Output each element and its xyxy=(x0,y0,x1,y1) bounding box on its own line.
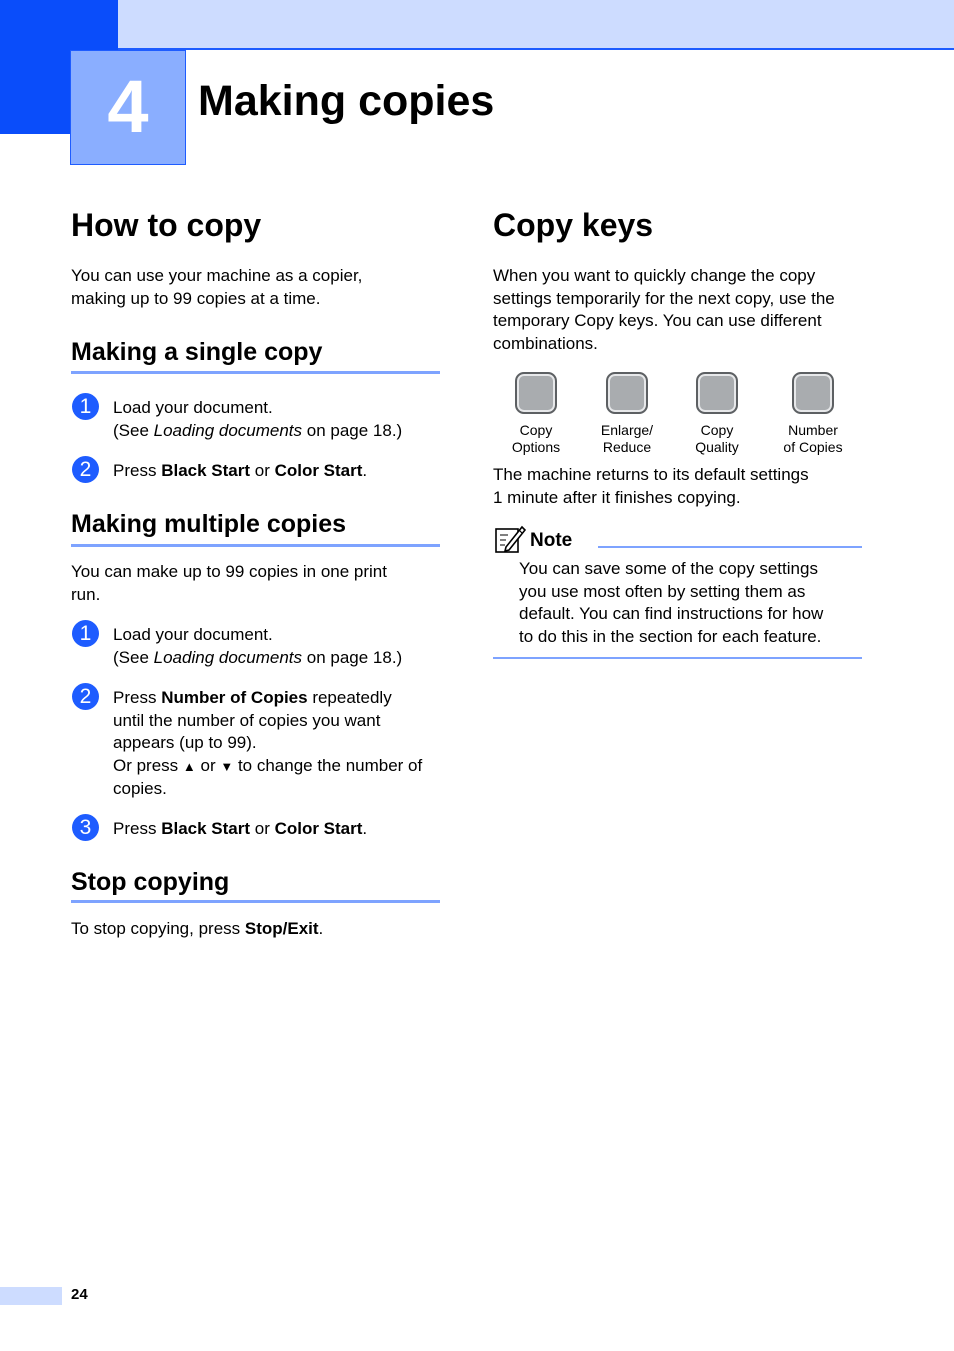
text-line: 1 minute after it finishes copying. xyxy=(493,487,741,507)
subsection-rule xyxy=(71,544,440,547)
key-label-line: Copy xyxy=(700,422,734,438)
ref-page: on page 18.) xyxy=(302,420,403,440)
intro-line: temporary Copy keys. You can use different xyxy=(493,311,822,330)
enlarge-reduce-button-icon xyxy=(606,372,648,414)
key-name-stop-exit: Stop/Exit xyxy=(244,919,319,938)
step-line: copies. xyxy=(113,779,167,798)
intro-line: settings temporarily for the next copy, use the xyxy=(493,288,835,308)
key-label xyxy=(672,422,762,456)
enlarge-reduce-key xyxy=(582,372,672,456)
note-line: you use most often by setting them as xyxy=(519,581,806,601)
step-text: Press xyxy=(113,461,162,480)
note-pencil-icon xyxy=(494,524,526,554)
ref-prefix: (See xyxy=(113,647,154,667)
note-line: to do this in the section for each feature. xyxy=(519,626,822,646)
multiple-step-1 xyxy=(113,624,402,669)
step-number-1: 1 xyxy=(72,620,99,647)
how-to-copy-intro xyxy=(71,265,362,310)
key-label-line: Options xyxy=(511,439,561,455)
key-label-line: Reduce xyxy=(602,439,652,455)
subsection-rule xyxy=(71,371,440,374)
step-text: Load your document. xyxy=(113,398,273,417)
copy-options-button-icon xyxy=(515,372,557,414)
stop-copying-text xyxy=(71,918,323,941)
step-line xyxy=(113,687,422,710)
chapter-number: 4 xyxy=(107,65,149,148)
ref-prefix: (See xyxy=(113,420,154,440)
step-text: Load your document. xyxy=(113,625,273,644)
intro-line: When you want to quickly change the copy xyxy=(493,266,816,285)
key-name-color-start: Color Start xyxy=(274,461,363,480)
footer-bar xyxy=(0,1287,62,1305)
step-line: until the number of copies you want xyxy=(113,710,381,730)
key-name-color-start: Color Start xyxy=(274,819,363,838)
number-of-copies-key xyxy=(768,372,858,456)
down-arrow-icon: ▼ xyxy=(220,758,234,774)
section-title-copy-keys: Copy keys xyxy=(493,207,654,243)
intro-line: run. xyxy=(71,584,101,604)
key-name-number-of-copies: Number of Copies xyxy=(161,688,308,707)
key-label-line: Number xyxy=(788,422,838,438)
step-text: . xyxy=(362,461,368,480)
note-line: You can save some of the copy settings xyxy=(519,559,818,578)
intro-line: You can use your machine as a copier, xyxy=(71,266,363,285)
default-settings-text xyxy=(493,464,809,509)
step-text: . xyxy=(362,819,368,838)
subsection-title-multiple-copies: Making multiple copies xyxy=(71,510,347,538)
copy-quality-button-icon xyxy=(696,372,738,414)
step-line xyxy=(113,755,422,779)
multiple-step-3 xyxy=(113,818,367,841)
multiple-step-2 xyxy=(113,687,422,801)
step-text: Press xyxy=(113,819,162,838)
key-name-black-start: Black Start xyxy=(161,461,251,480)
key-name-black-start: Black Start xyxy=(161,819,251,838)
subsection-rule xyxy=(71,900,440,903)
up-arrow-icon: ▲ xyxy=(182,758,196,774)
intro-line: making up to 99 copies at a time. xyxy=(71,288,321,308)
key-label-line: of Copies xyxy=(783,439,843,455)
note-body xyxy=(519,558,823,648)
stop-text: To stop copying, press xyxy=(71,919,245,938)
step-number-1: 1 xyxy=(72,393,99,420)
header-rule xyxy=(118,48,954,50)
step-text: or xyxy=(250,461,275,480)
stop-text: . xyxy=(318,919,324,938)
step-text: to change the number of xyxy=(233,755,423,775)
key-label xyxy=(768,422,858,456)
number-of-copies-button-icon xyxy=(792,372,834,414)
step-text: or xyxy=(195,755,221,775)
ref-page: on page 18.) xyxy=(302,647,403,667)
single-step-2 xyxy=(113,460,367,483)
key-label-line: Enlarge/ xyxy=(600,422,654,438)
key-label-line: Copy xyxy=(519,422,553,438)
step-number-3: 3 xyxy=(72,814,99,841)
ref-link-text: Loading documents xyxy=(153,420,303,440)
step-line: appears (up to 99). xyxy=(113,733,257,752)
step-text: Or press xyxy=(113,755,183,775)
chapter-title: Making copies xyxy=(198,77,495,125)
step-text: repeatedly xyxy=(307,688,392,707)
step-reference xyxy=(113,420,402,443)
copy-quality-key xyxy=(672,372,762,456)
key-label xyxy=(491,422,581,456)
single-step-1 xyxy=(113,397,402,442)
note-title: Note xyxy=(530,530,573,551)
copy-keys-illustration xyxy=(493,372,863,462)
step-reference xyxy=(113,647,402,670)
step-number-2: 2 xyxy=(72,683,99,710)
section-title-how-to-copy: How to copy xyxy=(71,207,262,243)
intro-line: You can make up to 99 copies in one print xyxy=(71,562,387,581)
note-line: default. You can find instructions for how xyxy=(519,604,824,623)
multiple-intro xyxy=(71,561,387,606)
copy-options-key xyxy=(491,372,581,456)
page-number: 24 xyxy=(71,1286,88,1303)
text-line: The machine returns to its default settings xyxy=(493,465,809,484)
copy-keys-intro xyxy=(493,265,835,355)
step-text: or xyxy=(250,819,275,838)
step-number-2: 2 xyxy=(72,456,99,483)
step-text: Press xyxy=(113,688,162,707)
intro-line: combinations. xyxy=(493,333,598,353)
key-label-line: Quality xyxy=(695,439,739,455)
key-label xyxy=(582,422,672,456)
ref-link-text: Loading documents xyxy=(153,647,303,667)
header-band xyxy=(118,0,954,49)
note-top-rule xyxy=(598,546,862,548)
note-bottom-rule xyxy=(493,657,862,659)
subsection-title-stop-copying: Stop copying xyxy=(71,868,230,896)
subsection-title-single-copy: Making a single copy xyxy=(71,338,323,366)
